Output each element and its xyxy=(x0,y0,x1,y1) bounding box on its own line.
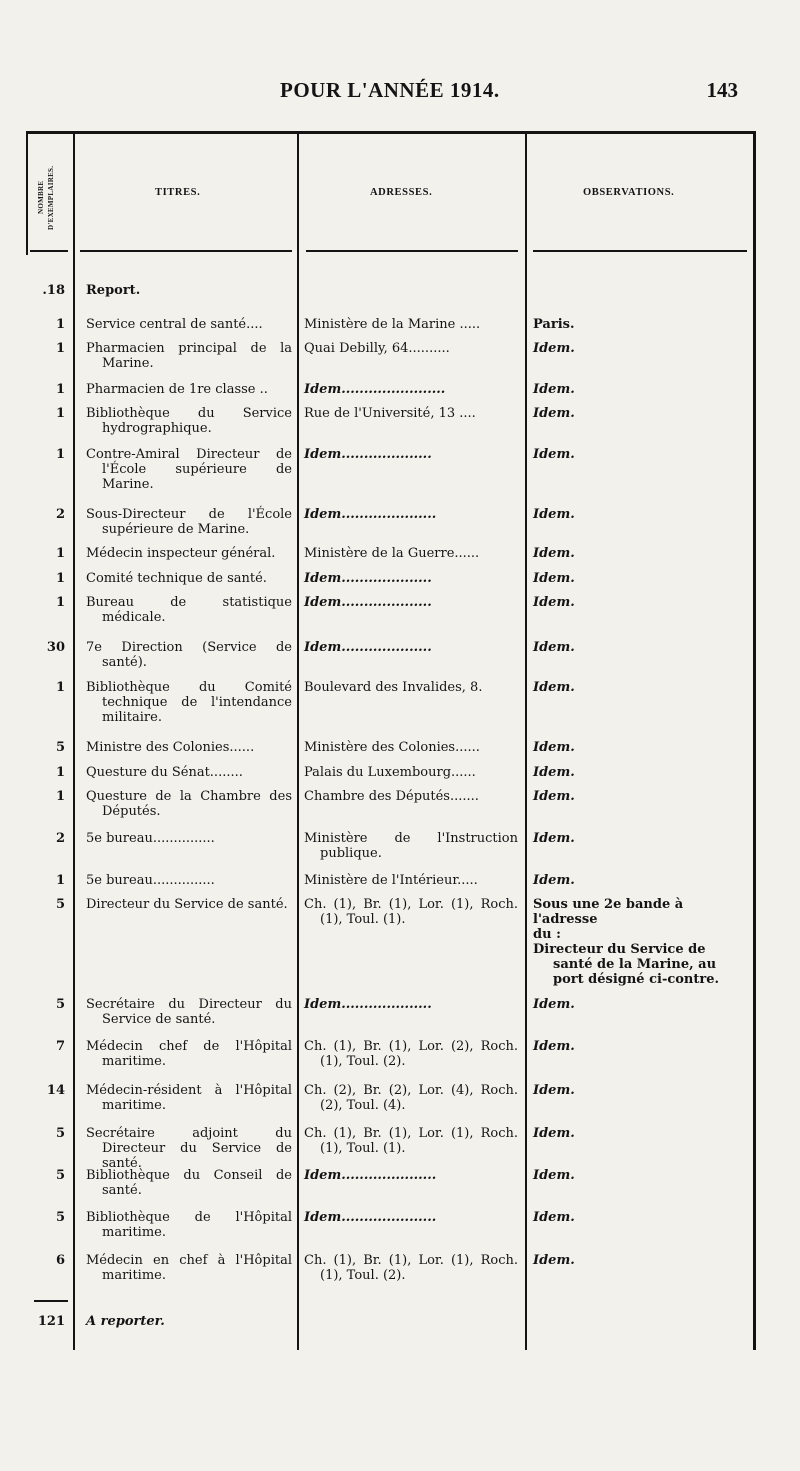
row-observation xyxy=(533,897,751,987)
row-title: Bibliothèque du Service hydrographique. xyxy=(86,406,292,436)
row-address: Ch. (1), Br. (1), Lor. (1), Roch. (1), Toul. (1). xyxy=(304,897,518,927)
row-title: Pharmacien de 1re classe .. xyxy=(86,382,268,397)
row-title: Secrétaire du Directeur du Service de santé. xyxy=(86,997,292,1027)
row-count: 5 xyxy=(55,1210,65,1225)
row-count: 1 xyxy=(55,406,65,421)
row-title: Questure de la Chambre des Députés. xyxy=(86,789,292,819)
row-address: Ministère de l'Intérieur..... xyxy=(304,873,478,888)
row-observation: Idem. xyxy=(533,546,575,561)
row-count: 6 xyxy=(55,1253,65,1268)
row-title: Bibliothèque du Comité technique de l'intendance militaire. xyxy=(86,680,292,725)
row-address: Ministère de la Guerre...... xyxy=(304,546,480,561)
row-observation: Idem. xyxy=(533,1253,575,1268)
row-observation: Idem. xyxy=(533,873,575,888)
row-title: Pharmacien principal de la Marine. xyxy=(86,341,292,371)
row-title: 5e bureau............... xyxy=(86,873,215,888)
row-title: Contre-Amiral Directeur de l'École supérieure de Marine. xyxy=(86,447,292,492)
obs-line: Directeur du Service de xyxy=(533,942,706,957)
row-title: Service central de santé.... xyxy=(86,317,263,332)
row-title: Médecin en chef à l'Hôpital maritime. xyxy=(86,1253,292,1283)
row-count: 5 xyxy=(55,997,65,1012)
row-count: 14 xyxy=(46,1083,65,1098)
row-title: Ministre des Colonies...... xyxy=(86,740,255,755)
row-address: Rue de l'Université, 13 .... xyxy=(304,406,476,421)
row-observation: Idem. xyxy=(533,1126,575,1141)
column-rule-1 xyxy=(73,133,75,1350)
row-title: Médecin inspecteur général. xyxy=(86,546,276,561)
row-title: Bibliothèque de l'Hôpital maritime. xyxy=(86,1210,292,1240)
row-count: 1 xyxy=(55,595,65,610)
obs-line: Sous une 2e bande à l'adresse xyxy=(533,897,684,927)
row-count: 1 xyxy=(55,382,65,397)
row-observation: Idem. xyxy=(533,341,575,356)
row-title: 5e bureau............... xyxy=(86,831,215,846)
row-title: Médecin chef de l'Hôpital maritime. xyxy=(86,1039,292,1069)
column-rule-left xyxy=(26,133,28,255)
row-address: Ministère de la Marine ..... xyxy=(304,317,481,332)
row-observation: Paris. xyxy=(533,317,575,332)
header-observations: OBSERVATIONS. xyxy=(583,187,675,198)
row-observation: Idem. xyxy=(533,1168,575,1183)
row-address: Idem.................... xyxy=(304,997,432,1012)
obs-line: port désigné ci-contre. xyxy=(553,972,720,987)
row-count: 2 xyxy=(55,507,65,522)
row-title: Bureau de statistique médicale. xyxy=(86,595,292,625)
row-observation: Idem. xyxy=(533,997,575,1012)
row-observation: Idem. xyxy=(533,595,575,610)
header-rule xyxy=(533,250,747,252)
row-observation: Idem. xyxy=(533,1210,575,1225)
row-address: Ministère de l'Instruction publique. xyxy=(304,831,518,861)
row-address: Idem..................... xyxy=(304,1210,437,1225)
header-rule xyxy=(80,250,292,252)
row-count: 1 xyxy=(55,789,65,804)
row-title: Médecin-résident à l'Hôpital maritime. xyxy=(86,1083,292,1113)
row-count: 1 xyxy=(55,571,65,586)
header-adresses: ADRESSES. xyxy=(370,187,433,198)
row-count: 7 xyxy=(55,1039,65,1054)
running-head xyxy=(0,78,800,108)
row-observation: Idem. xyxy=(533,740,575,755)
row-observation: Idem. xyxy=(533,571,575,586)
row-observation: Idem. xyxy=(533,640,575,655)
row-observation: Idem. xyxy=(533,1039,575,1054)
row-observation: Idem. xyxy=(533,831,575,846)
row-address: Chambre des Députés....... xyxy=(304,789,479,804)
row-address: Ch. (1), Br. (1), Lor. (1), Roch. (1), Toul. (1). xyxy=(304,1126,518,1156)
column-rule-2 xyxy=(297,133,299,1350)
row-address: Ch. (2), Br. (2), Lor. (4), Roch. (2), Toul. (4). xyxy=(304,1083,518,1113)
row-title: Sous-Directeur de l'École supérieure de Marine. xyxy=(86,507,292,537)
report-count: .18 xyxy=(42,283,65,298)
header-rule xyxy=(306,250,518,252)
row-observation: Idem. xyxy=(533,507,575,522)
table-top-rule xyxy=(26,131,756,134)
row-title: Secrétaire adjoint du Directeur du Service de santé. xyxy=(86,1126,292,1171)
row-observation: Idem. xyxy=(533,680,575,695)
obs-line: santé de la Marine, au xyxy=(553,957,717,972)
row-observation: Idem. xyxy=(533,447,575,462)
row-count: 5 xyxy=(55,740,65,755)
row-address: Idem....................... xyxy=(304,382,446,397)
row-title: Comité technique de santé. xyxy=(86,571,267,586)
obs-line: du : xyxy=(533,927,561,942)
row-address: Ch. (1), Br. (1), Lor. (2), Roch. (1), Toul. (2). xyxy=(304,1039,518,1069)
row-address: Idem.................... xyxy=(304,447,432,462)
running-title: POUR L'ANNÉE 1914. xyxy=(280,78,500,102)
row-address: Palais du Luxembourg...... xyxy=(304,765,476,780)
row-address: Idem..................... xyxy=(304,1168,437,1183)
row-observation: Idem. xyxy=(533,406,575,421)
row-address: Quai Debilly, 64.......... xyxy=(304,341,450,356)
row-count: 1 xyxy=(55,317,65,332)
row-observation: Idem. xyxy=(533,765,575,780)
row-count: 30 xyxy=(46,640,65,655)
header-rule xyxy=(30,250,68,252)
row-count: 1 xyxy=(55,341,65,356)
row-title: Questure du Sénat........ xyxy=(86,765,243,780)
row-address: Ministère des Colonies...... xyxy=(304,740,480,755)
row-address: Idem.................... xyxy=(304,595,432,610)
row-address: Idem.................... xyxy=(304,571,432,586)
page-number: 143 xyxy=(706,78,738,102)
row-title: 7e Direction (Service de santé). xyxy=(86,640,292,670)
total-rule xyxy=(34,1300,68,1302)
row-title: Directeur du Service de santé. xyxy=(86,897,288,912)
row-title: Bibliothèque du Conseil de santé. xyxy=(86,1168,292,1198)
row-count: 1 xyxy=(55,447,65,462)
footer-label: A reporter. xyxy=(86,1314,165,1329)
row-count: 2 xyxy=(55,831,65,846)
row-count: 1 xyxy=(55,546,65,561)
row-address: Boulevard des Invalides, 8. xyxy=(304,680,483,695)
column-rule-3 xyxy=(525,133,527,1350)
header-titres: TITRES. xyxy=(155,187,201,198)
row-address: Idem.................... xyxy=(304,640,432,655)
row-observation: Idem. xyxy=(533,1083,575,1098)
row-count: 1 xyxy=(55,680,65,695)
row-observation: Idem. xyxy=(533,789,575,804)
footer-count: 121 xyxy=(37,1314,65,1329)
row-address: Idem..................... xyxy=(304,507,437,522)
row-count: 5 xyxy=(55,1126,65,1141)
row-count: 1 xyxy=(55,765,65,780)
header-count: NOMBRE D'EXEMPLAIRES. xyxy=(37,165,55,230)
row-observation: Idem. xyxy=(533,382,575,397)
row-address: Ch. (1), Br. (1), Lor. (1), Roch. (1), Toul. (2). xyxy=(304,1253,518,1283)
report-label: Report. xyxy=(86,283,141,298)
row-count: 5 xyxy=(55,1168,65,1183)
row-count: 5 xyxy=(55,897,65,912)
row-count: 1 xyxy=(55,873,65,888)
column-rule-right xyxy=(753,133,756,1350)
